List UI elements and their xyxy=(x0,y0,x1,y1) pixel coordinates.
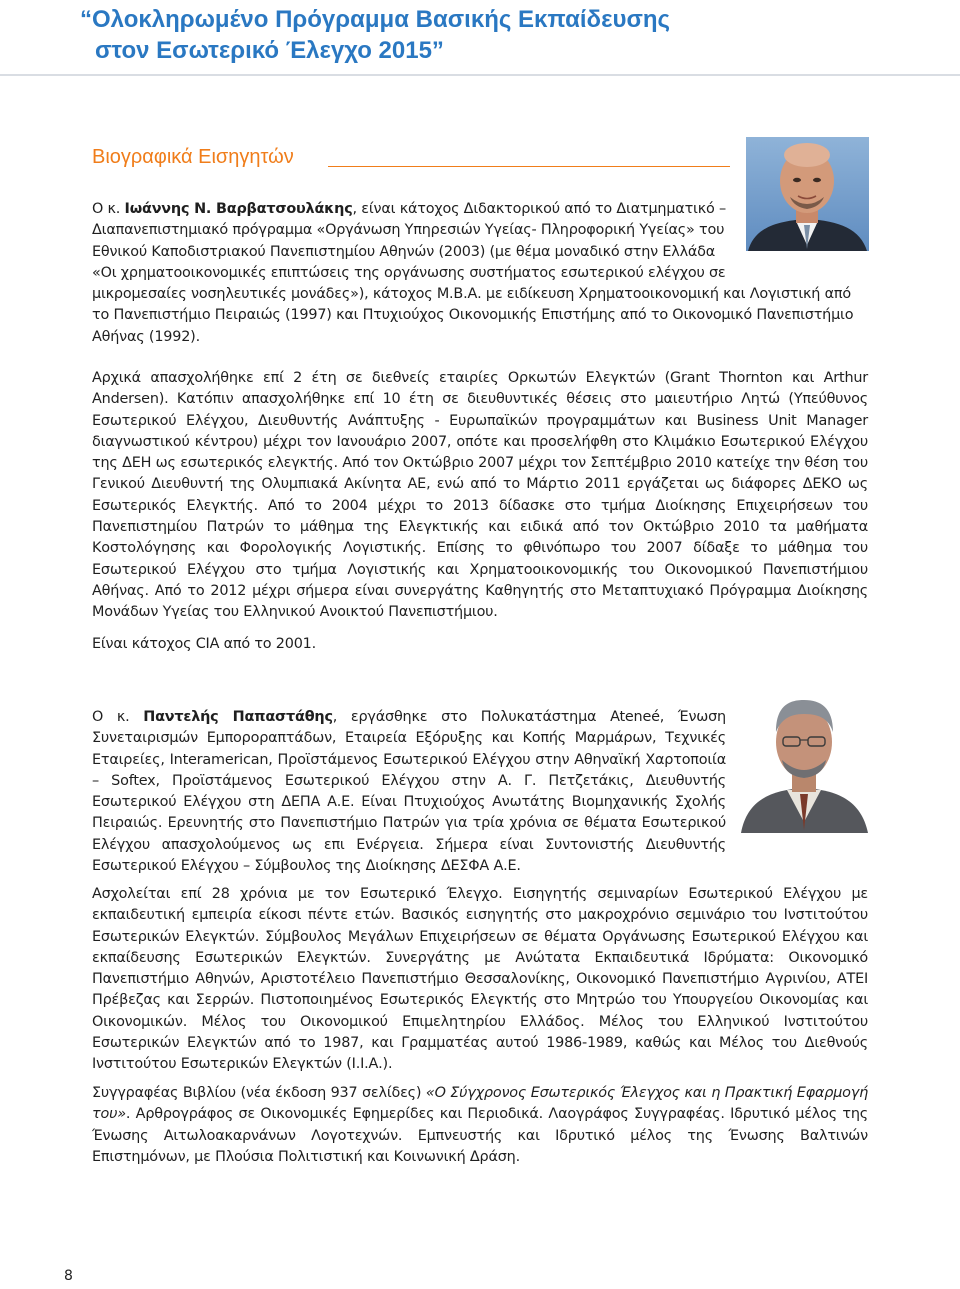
section-divider xyxy=(328,166,730,167)
speaker-1-salutation: Ο κ. xyxy=(92,201,125,217)
speaker-2-bio-pub-start: Συγγραφέας Βιβλίου (νέα έκδοση 937 σελίδες) xyxy=(92,1085,426,1101)
speaker-2-bio-publications xyxy=(92,1083,868,1168)
header-band xyxy=(0,0,960,76)
speaker-1-bio-part1: , είναι κάτοχος Διδακτορικού από το Διατμηματικό – Διαπανεπιστημιακό πρόγραμμα «Οργάνωση Υπηρεσιών Υγείας- Πληροφορική Υγείας» του Εθνικού Καποδιστριακού Πανεπιστημίου Αθηνών (2003) (με θέμα μοναδικό στην Ελλάδα «Οι χρηματοοικονομικές επιπτώσεις της οργάνωσης συστήματος εσωτερικού ελέγχου σε μικρομεσαίες νοσηλευτικές μονάδες»), κάτοχος Μ.Β.Α. με ειδίκευση Χρηματοοικονομική και Λογιστική από το Πανεπιστήμιο Πειραιώς (1997) και Πτυχιούχος Οικονομικής Επιστήμης από το Οικονομικό Πανεπιστήμιο Αθήνας (1992). xyxy=(92,201,854,345)
speaker-1-bio-cia: Είναι κάτοχος CIA από το 2001. xyxy=(92,636,316,652)
title-line-2: στον Εσωτερικό Έλεγχο 2015” xyxy=(95,37,444,64)
speaker-1-bio-career: Αρχικά απασχολήθηκε επί 2 έτη σε διεθνείς εταιρίες Ορκωτών Ελεγκτών (Grant Thornton και Arthur Andersen). Κατόπιν απασχολήθηκε επί 10 έτη σε διευθυντικές θέσεις στο μαιευτήριο Λητώ (Υπεύθυνος Εσωτερικού Ελέγχου, Διευθυντής Ανάπτυξης - Ευρωπαϊκών προγραμμάτων και Business Unit Manager διαγνωστικού κέντρου) μέχρι τον Ιανουάριο 2007, οπότε και προσελήφθη στο Κλιμάκιο Εσωτερικού Ελέγχου της ΔΕΗ ως εσωτερικός ελεγκτής. Από τον Οκτώβριο 2007 μέχρι τον Σεπτέμβριο 2010 κατείχε την θέση του Γενικού Διευθυντή της Ολυμπιακά Ακίνητα ΑΕ, ενώ από το Μάρτιο 2011 εργάζεται ως διάφορες ΔΕΚΟ ως Εσωτερικός Ελεγκτής. Από το 2004 μέχρι το 2013 δίδασκε στο τμήμα Διοίκησης Επιχειρήσεων του Πανεπιστημίου Πατρών το μάθημα της Ελεγκτικής και ειδικά από τον Οκτώβριο 2010 τα μαθήματα Κοστολόγησης και Φορολογικής Λογιστικής. Επίσης το φθινόπωρο του 2007 δίδαξε το μάθημα του Εσωτερικού Ελέγχου στο τμήμα Λογιστικής και Χρηματοοικονομικής του Οικονομικού Πανεπιστήμιου Αθήνας. Από το 2012 μέχρι σήμερα είναι συνεργάτης Καθηγητής στο Μεταπτυχιακό Πρόγραμμα Διοίκησης Μονάδων Υγείας του Ελληνικού Ανοικτού Πανεπιστήμιου. xyxy=(92,370,868,621)
speaker-2-bio-intro xyxy=(92,707,868,877)
speaker-2-name: Παντελής Παπαστάθης xyxy=(143,709,333,725)
speaker-2-bio-experience: Ασχολείται επί 28 χρόνια με τον Εσωτερικό Έλεγχο. Εισηγητής σεμιναρίων Εσωτερικού Ελέγχου με εκπαιδευτική εμπειρία είκοσι πέντε ετών. Βασικός εισηγητής στο μακροχρόνιο σεμινάριο του Ινστιτούτου Εσωτερικών Ελεγκτών. Σύμβουλος Μεγάλων Επιχειρήσεων σε θέματα Οργάνωσης Εσωτερικού Ελέγχου και εκπαίδευσης Εσωτερικών Ελεγκτών. Συνεργάτης με Ανώτατα Εκπαιδευτικά Ιδρύματα: Οικονομικό Πανεπιστήμιο Αθηνών, Αριστοτέλειο Πανεπιστήμιο Θεσσαλονίκης, Οικονομικό Πανεπιστήμιο Αγρινίου, ΑΤΕΙ Πρέβεζας και Σερρών. Πιστοποιημένος Εσωτερικός Ελεγκτής στο Μητρώο του Υπουργείου Οικονομίας και Οικονομικών. Μέλος του Οικονομικού Επιμελητηρίου Ελλάδος. Μέλος του Ελληνικού Ινστιτούτου Εσωτερικών Ελεγκτών από το 1987, και Γραμματέας αυτού 1986-1989, καθώς και Μέλος του Διεθνούς Ινστιτούτου Εσωτερικών Ελεγκτών (Ι.Ι.Α.). xyxy=(92,886,868,1073)
section-heading: Βιογραφικά Εισηγητών xyxy=(92,146,294,168)
speaker-2-salutation: Ο κ. xyxy=(92,709,144,725)
page-number: 8 xyxy=(64,1268,73,1284)
speaker-2-bio-pub-end: . Αρθρογράφος σε Οικονομικές Εφημερίδες και Περιοδικά. Λαογράφος Συγγραφέας. Ιδρυτικό μέλος της Ένωσης Αιτωλοακαρνάνων Λογοτεχνών. Εμπνευστής και Ιδρυτικό μέλος της Ένωσης Βαλτινών Επιστημόνων, με Πλούσια Πολιτιστική και Κοινωνική Δράση. xyxy=(92,1106,868,1165)
page-title xyxy=(80,4,670,66)
speaker-2-bio-part1: , εργάσθηκε στο Πολυκατάστημα Ateneé, Ένωση Συνεταιρισμών Εμποροραπτάδων, Εταιρεία Εξόρυξης και Κοπής Μαρμάρων, Τεχνικές Εταιρείες, Interamerican, Προϊστάμενος Εσωτερικού Ελέγχου στην Αθηναϊκή Χαρτοποιία – Softex, Προϊστάμενος Εσωτερικού Ελέγχου στην Α. Γ. Πετζετάκις, Διευθυντής Εσωτερικού Ελέγχου στη ΔΕΠΑ Α.Ε. Είναι Πτυχιούχος Ανωτάτης Βιομηχανικής Σχολής Πειραιώς. Ερευνητής στο Πανεπιστήμιο Πατρών για τρία χρόνια σε θέματα Εσωτερικού Ελέγχου απασχολούμενος ως επι Ενέργεια. Σήμερα είναι Συντονιστής Διευθυντής Εσωτερικού Ελέγχου – Σύμβουλος της Διοίκησης ΔΕΣΦΑ Α.Ε. xyxy=(92,709,726,875)
title-line-1: “Ολοκληρωμένο Πρόγραμμα Βασικής Εκπαίδευσης xyxy=(80,6,671,33)
speaker-2-book-title: «Ο Σύγχρονος Εσωτερικός Έλεγχος και η Πρακτική Εφαρμογή του» xyxy=(92,1085,868,1123)
speaker-1-name: Ιωάννης Ν. Βαρβατσουλάκης xyxy=(124,201,353,217)
speaker-1-bio-intro xyxy=(92,199,868,348)
